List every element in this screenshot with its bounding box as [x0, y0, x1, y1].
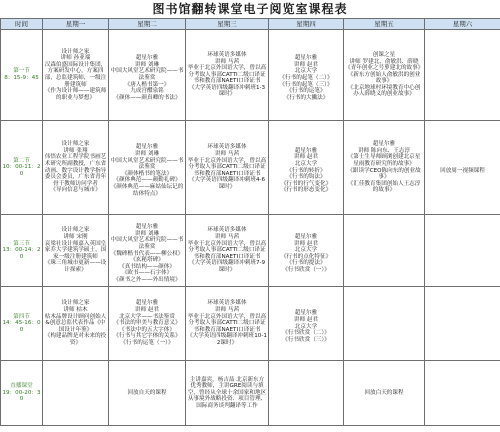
course-line: 主讲嘉宾，杨吉喆 北京新东方优秀教师，主讲GRE阅读与填空，曾经从全球十余国家和地区从事境外战略投资、项目管理、国际商务谈判翻译等工作	[187, 376, 267, 409]
course-line: 讲师 赵君	[293, 316, 319, 323]
course-line: 毕业于北京外国语大学，曾以高分考取人事部CATTI二级口译证书和教育部NAETI口译证书	[187, 240, 267, 260]
period-label: 第四节	[13, 313, 30, 320]
course-line: 讲师 刘琳	[134, 61, 160, 68]
course-cell-wednesday	[186, 121, 269, 215]
header-row	[1, 19, 500, 30]
course-line: 《行书的起笔（三）》	[279, 81, 333, 88]
course-line: 讲师 孙亚端	[60, 55, 91, 62]
course-line: 讲师 刘琳	[134, 151, 160, 158]
course-line: 《新东方创始人俞敏洪的创业故事》	[347, 71, 421, 85]
period-hours: 19：00-20：30	[2, 389, 41, 403]
course-cell-tuesday	[109, 121, 186, 215]
course-line: 设计师之家	[61, 141, 90, 148]
course-line: 伟悟农业工程学院书画艺术研究所副教授，广东省动画、数字设计教学指导委员会委员，广东省青年骨干教师访问学者	[44, 154, 107, 187]
course-line: 《行书的起笔（二）》	[279, 75, 333, 81]
course-line: 《行书的运笔》	[286, 88, 326, 95]
course-line: 毕业于北京外国语大学，曾以高分考取人事部CATTI二级口译证书和教育部NAETI口译证书	[187, 313, 267, 333]
course-cell-monday	[43, 215, 109, 287]
course-line: 《书法中的五大字体》	[119, 326, 175, 333]
course-line: 超星尔雅	[135, 300, 159, 307]
course-line: 创课之星	[372, 51, 396, 58]
course-line: 回放自天的课程	[127, 389, 167, 396]
course-line: 《颜体典范——麻姑仙坛记的结体特点》	[110, 183, 184, 197]
course-line: 北京大学	[294, 247, 318, 254]
course-line: 汉森伯盛国际设计集团，方案研发中心，方案四部，总监建筑师，一级注册建筑师	[44, 61, 107, 88]
header-wednesday: 星期三	[186, 19, 269, 30]
course-line: 讲师 马茜	[214, 234, 240, 241]
course-line: 《汇佳教育集团创始人王志淳的故事》	[347, 180, 421, 194]
course-line: 《颜书之外——外出情境》	[113, 276, 181, 283]
course-line: 《行书欣赏（一）》	[282, 266, 330, 273]
header-friday: 星期五	[344, 19, 425, 30]
course-cell-monday	[43, 121, 109, 215]
course-cell-friday	[344, 215, 425, 287]
header-thursday: 星期四	[269, 19, 344, 30]
period-hours: 14：45-16：00	[2, 320, 41, 333]
course-cell-monday	[43, 361, 109, 426]
course-line: 设计师之家	[61, 300, 90, 307]
course-line: 哀梁社设计师嘉入英国皇家乔大学建筑学硕士，国家一级注册建筑师	[44, 240, 107, 260]
header-monday: 星期一	[43, 19, 109, 30]
course-cell-tuesday	[109, 30, 186, 121]
course-line: 《珠三角城市更新——设计探索》	[44, 260, 107, 273]
course-cell-friday	[344, 30, 425, 121]
schedule-row	[1, 361, 500, 426]
course-line: 《颜体楷书的笔法》	[121, 170, 173, 177]
time-slot	[1, 121, 43, 215]
period-hours: 10：00-11：20	[2, 164, 41, 177]
course-cell-saturday	[425, 30, 500, 121]
course-cell-thursday	[269, 121, 344, 215]
header-time: 时间	[1, 19, 43, 30]
course-cell-tuesday	[109, 361, 186, 426]
course-line: 《行书的提法》	[286, 260, 326, 267]
course-cell-thursday	[269, 361, 344, 426]
course-line: 中国大风堂艺术研究院——书法鉴赏	[110, 237, 184, 250]
header-tuesday: 星期二	[109, 19, 186, 30]
course-line: 《大学英语四级翻译冲刺班1-3课时》	[188, 84, 266, 98]
schedule-row	[1, 287, 500, 361]
course-line: 环球英语多媒体	[207, 144, 247, 151]
course-line: 讲师 赵君	[293, 154, 319, 161]
course-line: 环球英语多媒体	[207, 51, 247, 58]
course-line: 超星尔雅	[372, 141, 396, 148]
course-cell-thursday	[269, 287, 344, 361]
course-line: 《行书的运笔（一）》	[120, 339, 174, 346]
period-label: 第三节	[13, 240, 30, 247]
course-line: 中国大风堂艺术研究院——书法鉴赏	[110, 68, 184, 81]
course-line: 环球英语多媒体	[207, 227, 247, 234]
course-line: 《跟读学CEO陈向东的创业故事》	[347, 167, 421, 181]
course-line: 讲师 张翔	[63, 147, 88, 154]
course-cell-friday	[344, 361, 425, 426]
course-line: 讲师 宋刚	[63, 234, 88, 241]
course-cell-friday	[344, 121, 425, 215]
course-line: 《行书欣赏（二）》	[282, 330, 330, 337]
course-line: 《导向信息与城市》	[50, 187, 101, 194]
time-slot	[1, 30, 43, 121]
schedule-row	[1, 215, 500, 287]
course-line	[426, 161, 499, 168]
course-line: 设计师之家	[61, 227, 90, 234]
course-cell-monday	[43, 30, 109, 121]
period-label: 直播课堂	[10, 383, 33, 390]
schedule-title: 图书馆翻转课堂电子阅览室课程表	[152, 2, 348, 16]
course-line: 中国大风堂艺术研究院——书法鉴赏	[110, 157, 184, 171]
course-line: 《魏碑楷书代表——柳公权》	[110, 250, 184, 257]
course-line: 北京大学	[294, 160, 318, 167]
course-line: 《玄秘塔碑》	[130, 257, 164, 264]
course-cell-thursday	[269, 215, 344, 287]
schedule-row	[1, 30, 500, 121]
course-line: 北京大学	[294, 68, 318, 75]
course-line: 《行书的钩法》	[286, 174, 326, 181]
course-line: 讲师 陈向东、王志淳	[357, 147, 411, 154]
course-line: 毕业于北京外国语大学，曾以高分考取人事部CATTI二级口译证书和教育部NAETI口译证书	[187, 157, 267, 177]
course-line: 讲师 马茜	[214, 307, 240, 314]
course-cell-wednesday	[186, 215, 269, 287]
course-cell-wednesday	[186, 287, 269, 361]
time-slot	[1, 287, 43, 361]
course-line: 《唐人楷书第一》	[124, 81, 170, 88]
period-hours: 8：15-9：45	[4, 75, 39, 81]
course-cell-saturday	[425, 287, 500, 361]
course-line: 超星尔雅	[135, 224, 159, 231]
course-line	[270, 141, 342, 148]
period-hours: 13：00-14：20	[2, 247, 41, 260]
course-line: 回放周一视频课程	[440, 167, 485, 174]
course-line: 《书法的审美与教育意义》	[113, 320, 181, 327]
course-cell-tuesday	[109, 215, 186, 287]
course-cell-saturday	[425, 361, 500, 426]
course-line: 《北京地球村环境教育中心创办人薛晓义的创业故事》	[347, 84, 421, 98]
course-line: 九成宫醴泉铭	[130, 88, 164, 95]
course-cell-friday	[344, 287, 425, 361]
course-line: 《大学英语四级翻译冲刺班4-6课时》	[188, 177, 266, 190]
course-line: 《行书与其它字体的关系》	[113, 333, 181, 340]
course-line: 讲师 赵君	[134, 307, 160, 314]
course-line: 《青年创业之号萝建北的故事》	[345, 65, 424, 72]
course-line: 超星尔雅	[294, 234, 318, 241]
course-line: 讲师 赵君	[293, 61, 319, 68]
course-line: 《大学英语四级翻译冲刺班7-9课时》	[188, 260, 266, 273]
course-line: 《作为设计师——建筑师的职业与梦想》	[44, 88, 107, 101]
course-cell-monday	[43, 287, 109, 361]
course-line: 超星尔雅	[294, 310, 318, 317]
course-line: 北京大学	[294, 323, 318, 330]
course-cell-thursday	[269, 30, 344, 121]
course-line: 讲师 刘琳	[134, 230, 160, 237]
course-line: 超星尔雅	[294, 55, 318, 62]
course-line: 环球英语多媒体	[207, 300, 247, 307]
course-line: 《大学英语四级翻译冲刺班10-12课时》	[187, 333, 267, 346]
course-line: 毕业于北京外国语大学，曾以高分考取人事部CATTI二级口译证书和教育部NAETI口译证书	[187, 65, 267, 85]
period-label: 第一节	[13, 68, 30, 75]
course-line: 讲师 枯木	[63, 307, 88, 314]
course-cell-wednesday	[186, 30, 269, 121]
course-line: 《真书结构——颜体》	[119, 263, 175, 270]
course-line: 《行书的行气变化》	[280, 180, 332, 187]
time-slot	[1, 361, 43, 426]
course-line: 《构建品牌是对未来的投资》	[44, 333, 107, 346]
course-line: 《行书的大撇法》	[283, 94, 329, 101]
course-cell-saturday	[425, 121, 500, 215]
course-cell-saturday	[425, 215, 500, 287]
course-line: 《欧书——石字体》	[121, 270, 173, 277]
course-line: 超星尔雅	[135, 144, 159, 151]
course-line: 《行书欣赏（三）》	[282, 336, 330, 343]
course-line: 《行书的转折》	[286, 167, 326, 174]
course-line: 讲师 马茜	[214, 151, 240, 158]
schedule-row	[1, 121, 500, 215]
header-saturday: 星期六	[425, 19, 500, 30]
course-line: 讲师 罗建北、俞敏洪、薛晓	[349, 58, 419, 65]
course-line: 《颜体——颜真卿的书法》	[113, 94, 181, 101]
period-label: 第二节	[13, 157, 30, 164]
course-line: 《第士生导师顾浏创建北京星星雨教育研究所的故事》	[347, 154, 421, 167]
course-cell-tuesday	[109, 287, 186, 361]
course-line: 超星尔雅	[135, 55, 159, 62]
schedule-table	[0, 18, 500, 426]
course-line: 讲师 马茜	[214, 58, 240, 65]
time-slot	[1, 215, 43, 287]
course-line: 超星尔雅	[294, 147, 318, 154]
course-line: 《颜体典范——颜勤礼碑》	[113, 177, 181, 184]
course-line: 回放白天的课程	[364, 389, 404, 396]
course-line: 《行书的点化特征》	[280, 253, 332, 260]
course-line: 《行书的形态变化》	[280, 187, 332, 194]
course-line: 讲师 赵君	[293, 240, 319, 247]
course-line: 枯木品牌设计顾问创始人&创意总监代表作品《中国设计年鉴》	[44, 313, 107, 333]
course-line: 设计师之家	[61, 48, 90, 55]
course-cell-wednesday	[186, 361, 269, 426]
course-line: 北京大学——书法鉴赏	[119, 313, 175, 320]
